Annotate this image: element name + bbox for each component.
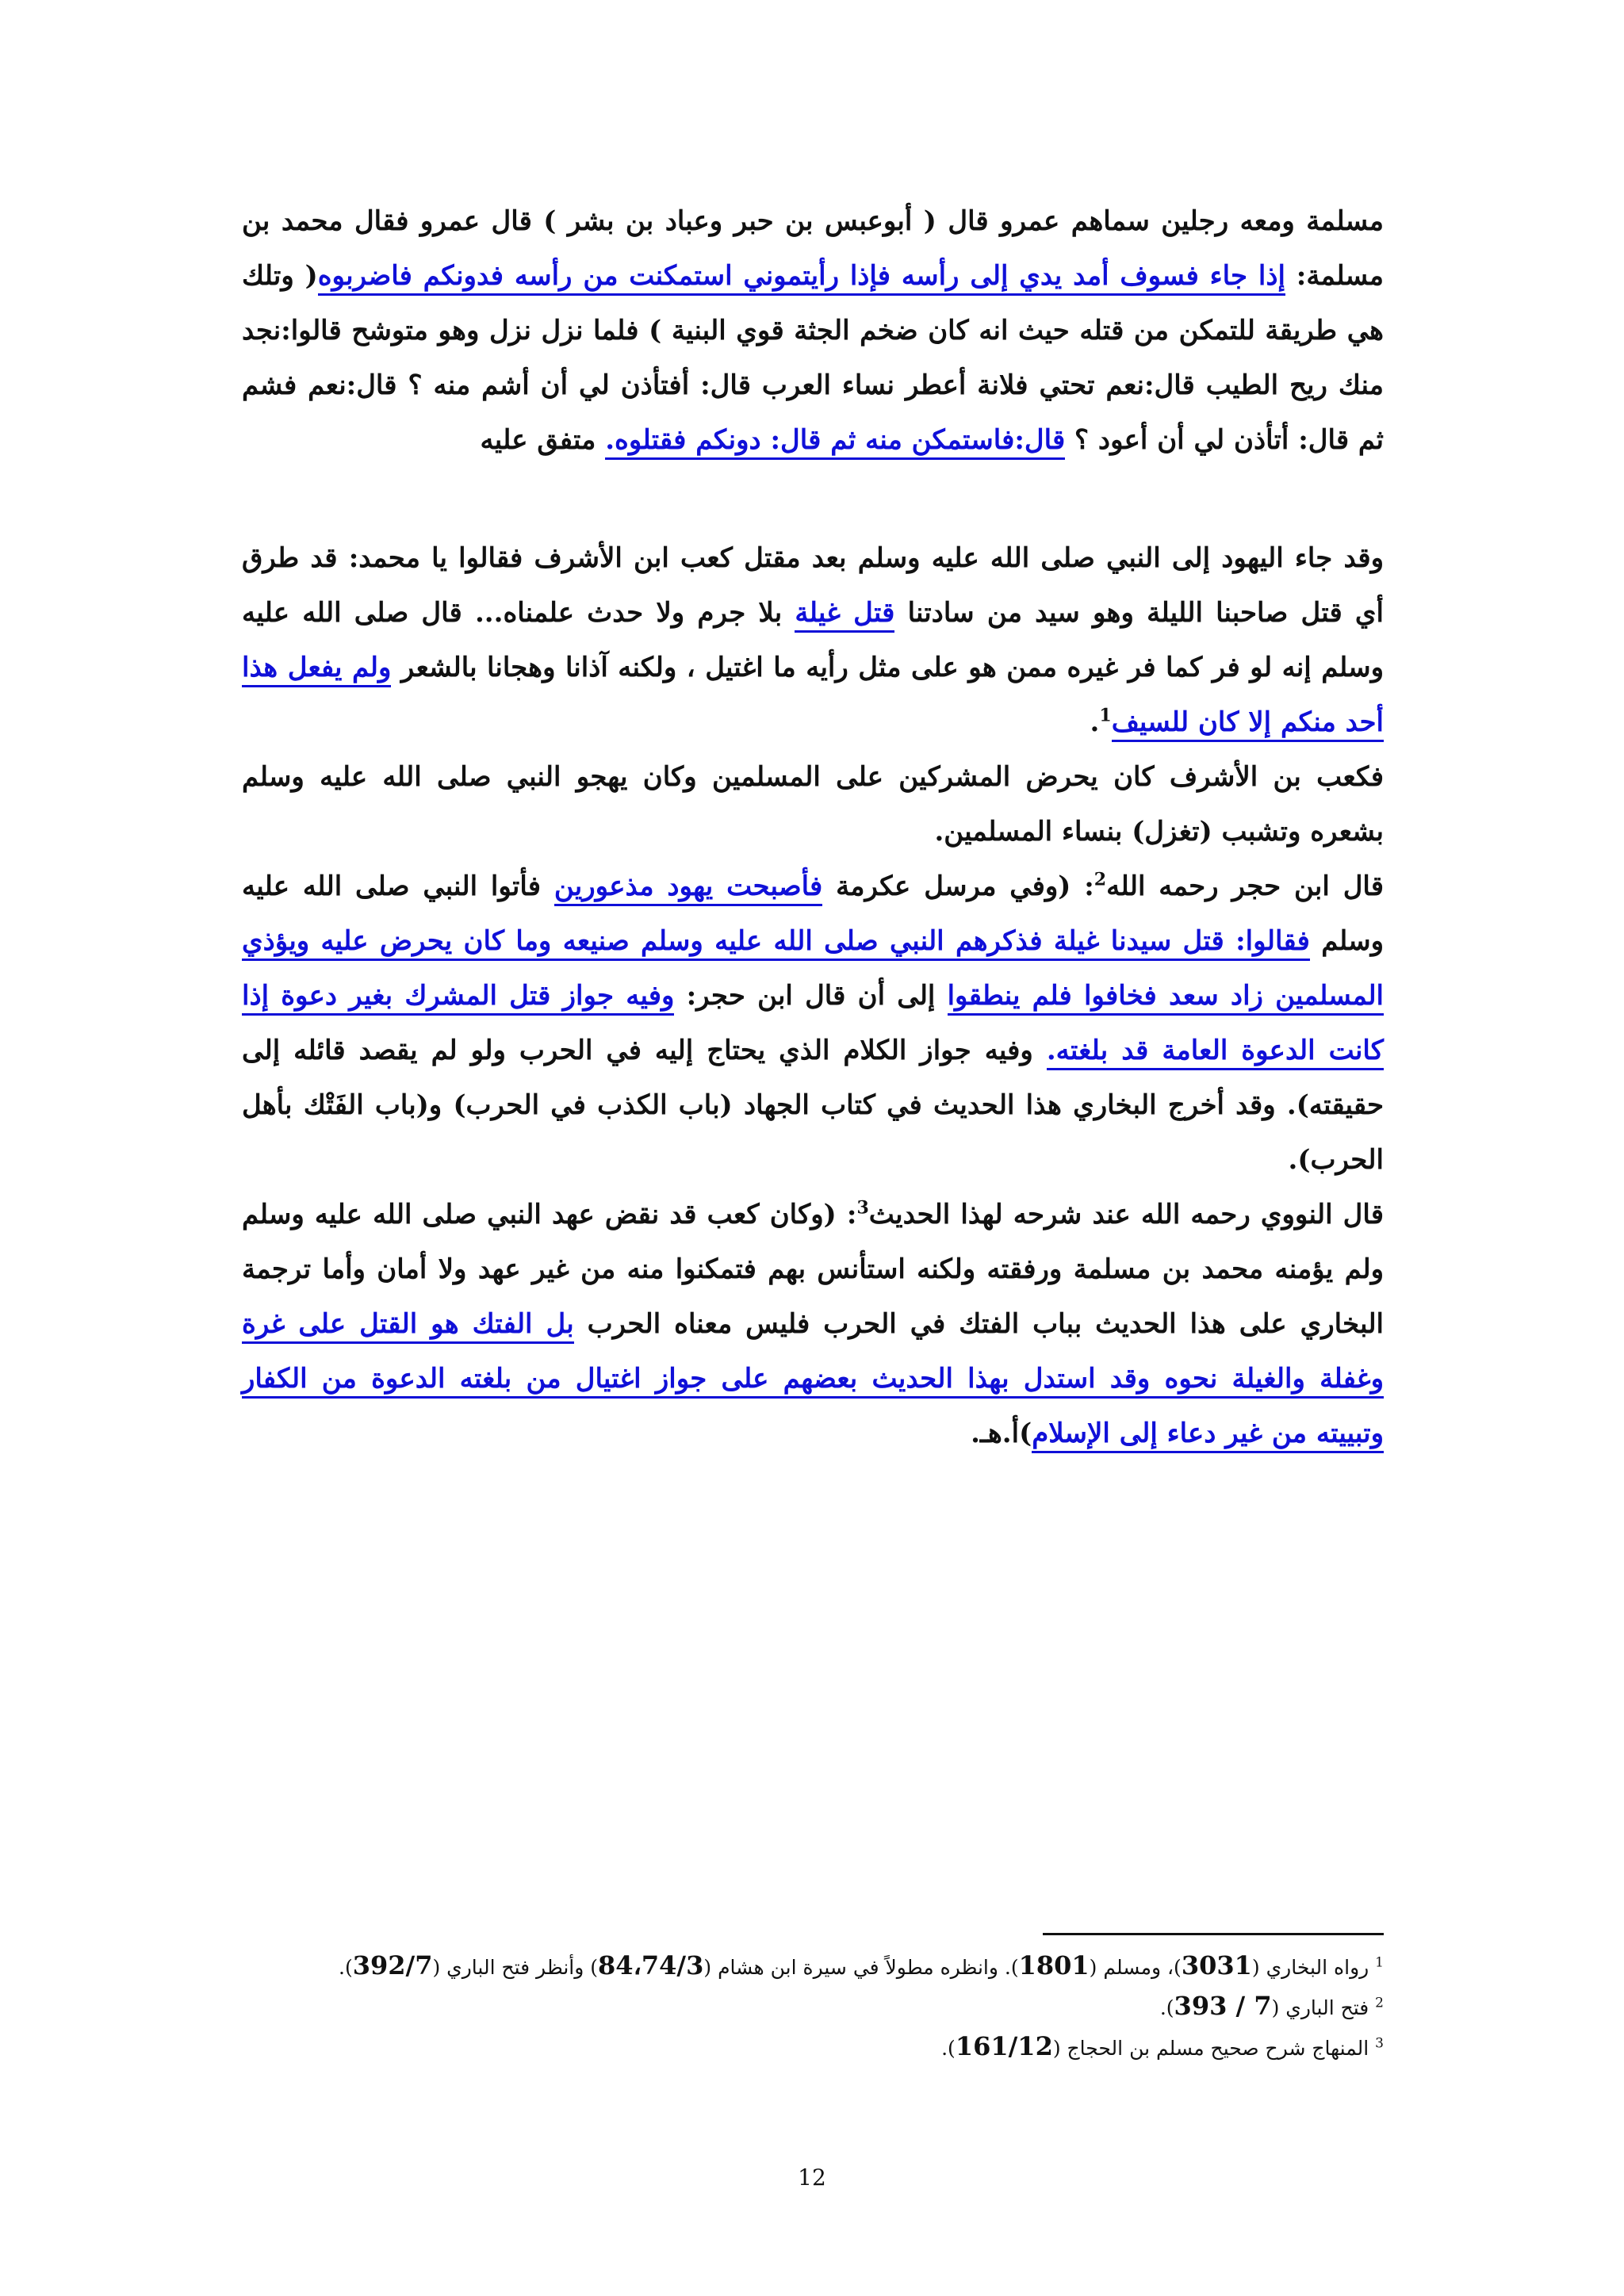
text-run: ) وأنظر فتح الباري ( — [432, 1956, 599, 1979]
text-run: ). — [1159, 1996, 1174, 2019]
paragraph-gap — [242, 468, 1384, 531]
text-run: ). — [339, 1956, 353, 1979]
body-text — [242, 194, 1384, 1461]
reference-number: 1801 — [1018, 1950, 1090, 1980]
text-run: وقد جاء اليهود إلى النبي صلى الله عليه وسلم بعد مقتل كعب ابن الأشرف فقالوا يا محمد: قد طرق أي قتل صاحبنا الليلة وهو سيد من سادتنا — [242, 542, 1384, 629]
text-run: قال النووي رحمه الله عند شرحه لهذا الحديث — [868, 1199, 1384, 1230]
text-run: فتح الباري ( — [1271, 1996, 1376, 2019]
footnote — [242, 2027, 1384, 2068]
footnote — [242, 1987, 1384, 2027]
text-run: )أ.هـ. — [971, 1418, 1032, 1449]
hadith-quote: بل الفتك هو القتل على غرة وغفلة والغيلة نحوه وقد استدل بهذا الحديث بعضهم على جواز اغتيال من بلغته الدعوة من الكفار وتبييته من غير دعاء إلى الإسلام — [242, 1308, 1384, 1453]
text-run: . — [1090, 706, 1100, 738]
text-run: ). وانظره مطولاً في سيرة ابن هشام ( — [703, 1956, 1019, 1979]
text-run: متفق عليه — [480, 424, 606, 456]
footnote-marker: 2 — [1094, 869, 1107, 890]
footnote-marker: 1 — [1099, 705, 1112, 726]
hadith-quote: إذا جاء فسوف أمد يدي إلى رأسه فإذا رأيتموني استمكنت من رأسه فدونكم فاضربوه — [318, 260, 1285, 296]
hadith-quote: وفيه جواز قتل المشرك بغير دعوة إذا كانت الدعوة العامة قد بلغته. — [242, 980, 1384, 1070]
hadith-quote: قال:فاستمكن منه ثم قال: دونكم فقتلوه. — [605, 424, 1065, 460]
footnote-marker: 1 — [1375, 1954, 1384, 1971]
text-run: ). — [941, 2037, 956, 2060]
text-run: فكعب بن الأشرف كان يحرض المشركين على المسلمين وكان يهجو النبي صلى الله عليه وسلم بشعره وتشبب (تغزل) بنساء المسلمين. — [242, 761, 1384, 848]
text-run: ( وتلك هي طريقة للتمكن من قتله حيث انه كان ضخم الجثة قوي البنية ) فلما نزل نزل وهو متوشح قالوا:نجد منك ريح الطيب قال:نعم تحتي فلانة أعطر نساء العرب قال: أفتأذن لي أن أشم منه ؟ قال:نعم فشم ثم قال: أتأذن لي أن أعود ؟ — [242, 260, 1384, 456]
paragraph — [242, 194, 1384, 468]
text-run: المنهاج شرح صحيح مسلم بن الحجاج ( — [1052, 2037, 1376, 2060]
text-run: رواه البخاري ( — [1251, 1956, 1376, 1979]
footnote-separator — [1043, 1933, 1384, 1935]
reference-number: 3031 — [1181, 1950, 1252, 1980]
paragraph — [242, 750, 1384, 859]
text-run: )، ومسلم ( — [1089, 1956, 1182, 1979]
footnote — [242, 1946, 1384, 1987]
footnotes — [242, 1946, 1384, 2068]
hadith-quote: فقالوا: قتل سيدنا غيلة فذكرهم النبي صلى الله عليه وسلم صنيعه وما كان يحرض عليه ويؤذي المسلمين زاد سعد فخافوا فلم ينطقوا — [242, 925, 1384, 1016]
text-run: مسلمة ومعه رجلين سماهم عمرو قال ( أبوعبس بن حبر وعباد بن بشر ) قال عمرو فقال محمد بن مسلمة: — [242, 205, 1385, 292]
reference-number: 161/12 — [955, 2031, 1053, 2061]
text-run: وفيه جواز الكلام الذي يحتاج إليه في الحرب ولو لم يقصد قائله إلى حقيقته). وقد أخرج البخاري هذا الحديث في كتاب الجهاد (باب الكذب في الحرب) و(باب الفَتْك بأهل الحرب). — [242, 1035, 1384, 1176]
paragraph — [242, 531, 1384, 750]
reference-number: 7 / 393 — [1174, 1991, 1272, 2021]
text-run: فأتوا النبي صلى الله عليه وسلم — [242, 871, 1384, 957]
text-run: بلا جرم ولا حدث علمناه... قال صلى الله عليه وسلم إنه لو فر كما فر غيره ممن هو على مثل رأيه ما اغتيل ، ولكنه آذانا وهجانا بالشعر — [242, 597, 1384, 683]
footnote-marker: 2 — [1375, 1995, 1384, 2011]
hadith-quote: فأصبحت يهود مذعورين — [554, 871, 822, 906]
text-run: قال ابن حجر رحمه الله — [1106, 871, 1385, 902]
paragraph — [242, 859, 1384, 1188]
reference-number: 84،74/3 — [598, 1950, 704, 1980]
hadith-quote: قتل غيلة — [795, 597, 894, 633]
footnote-marker: 3 — [1375, 2035, 1384, 2052]
footnote-marker: 3 — [856, 1197, 869, 1219]
page-number: 12 — [798, 2164, 826, 2191]
text-run: إلى أن قال ابن حجر: — [674, 980, 948, 1012]
text-run: : (وكان كعب قد نقض عهد النبي صلى الله عليه وسلم ولم يؤمنه محمد بن مسلمة ورفقته ولكنه استأنس بهم فتمكنوا منه من غير عهد ولا أمان وأما ترجمة البخاري على هذا الحديث بباب الفتك في الحرب فليس معناه الحرب — [242, 1199, 1385, 1340]
text-run: : (وفي مرسل عكرمة — [822, 871, 1094, 902]
reference-number: 392/7 — [352, 1950, 433, 1980]
paragraph — [242, 1188, 1384, 1461]
hadith-quote: ولم يفعل هذا أحد منكم إلا كان للسيف — [242, 652, 1384, 742]
